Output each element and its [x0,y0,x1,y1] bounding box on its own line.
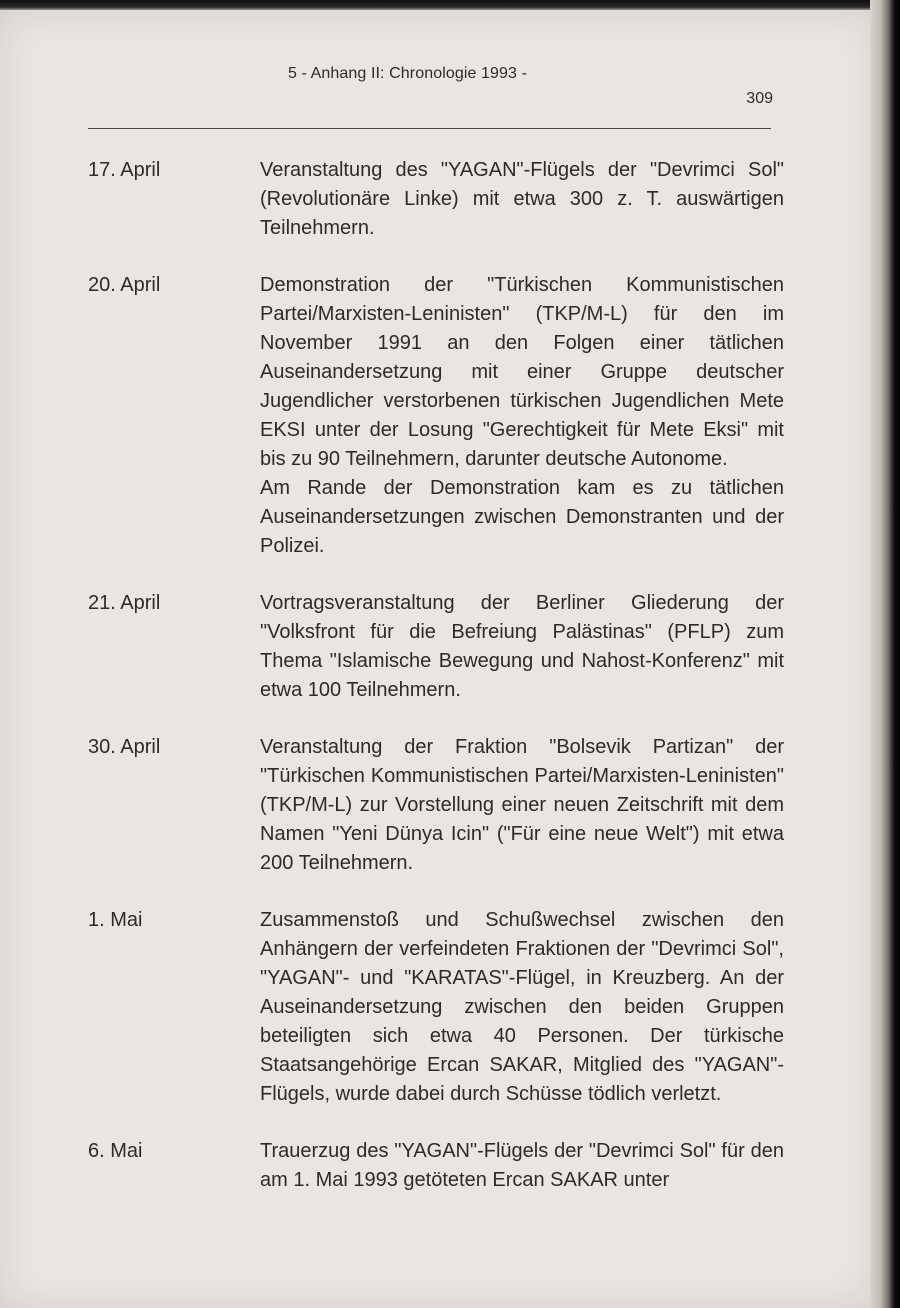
header-rule [88,128,771,129]
entry-paragraph: Am Rande der Demonstration kam es zu tätlichen Auseinandersetzungen zwischen Demonstranten und der Polizei. [260,477,784,557]
chronology-entry-20-april [88,271,788,561]
chronology-entry-1-mai [88,906,788,1109]
chronology-entry-30-april [88,733,788,878]
entry-body [260,906,784,1109]
entry-date: 1. Mai [88,909,143,931]
entry-date: 17. April [88,159,161,181]
entry-date: 30. April [88,736,161,758]
entry-body [260,271,784,561]
entry-body [260,733,784,878]
running-head: 5 - Anhang II: Chronologie 1993 - [288,65,528,82]
entry-paragraph: Trauerzug des "YAGAN"-Flügels der "Devrimci Sol" für den am 1. Mai 1993 getöteten Ercan SAKAR unter [260,1140,784,1191]
entry-body [260,589,784,705]
entry-paragraph: Vortragsveranstaltung der Berliner Gliederung der "Volksfront für die Befreiung Palästinas" (PFLP) zum Thema "Islamische Bewegung und Nahost-Konferenz" mit etwa 100 Teilnehmern. [260,592,784,701]
chronology-entry-21-april [88,589,788,705]
chronology-entry-17-april [88,156,788,243]
entry-paragraph: Demonstration der "Türkischen Kommunistischen Partei/Marxisten-Leninisten" (TKP/M-L) für den im November 1991 an den Folgen einer tätlichen Auseinandersetzung mit einer Gruppe deutscher Jugendlicher verstorbenen türkischen Jugendlichen Mete EKSI unter der Losung "Gerechtigkeit für Mete Eksi" mit bis zu 90 Teilnehmern, darunter deutsche Autonome. [260,274,784,470]
entry-date: 6. Mai [88,1140,143,1162]
entry-paragraph: Zusammenstoß und Schußwechsel zwischen den Anhängern der verfeindeten Fraktionen der "Devrimci Sol", "YAGAN"- und "KARATAS"-Flügel, in Kreuzberg. An der Auseinandersetzung zwischen den beiden Gruppen beteiligten sich etwa 40 Personen. Der türkische Staatsangehörige Ercan SAKAR, Mitglied des "YAGAN"-Flügels, wurde dabei durch Schüsse tödlich verletzt. [260,909,784,1105]
entry-body [260,156,784,243]
entry-date: 21. April [88,592,161,614]
chronology-entry-6-mai [88,1137,788,1195]
entry-body [260,1137,784,1195]
book-spine-edge [870,0,900,1308]
page-number: 309 [746,90,773,107]
entry-date: 20. April [88,274,161,296]
chronology-list [88,156,788,1223]
document-page [0,10,876,1308]
entry-paragraph: Veranstaltung der Fraktion "Bolsevik Partizan" der "Türkischen Kommunistischen Partei/Marxisten-Leninisten" (TKP/M-L) zur Vorstellung einer neuen Zeitschrift mit dem Namen "Yeni Dünya Icin" ("Für eine neue Welt") mit etwa 200 Teilnehmern. [260,736,784,874]
entry-paragraph: Veranstaltung des "YAGAN"-Flügels der "Devrimci Sol" (Revolutionäre Linke) mit etwa 300 z. T. auswärtigen Teilnehmern. [260,159,784,239]
